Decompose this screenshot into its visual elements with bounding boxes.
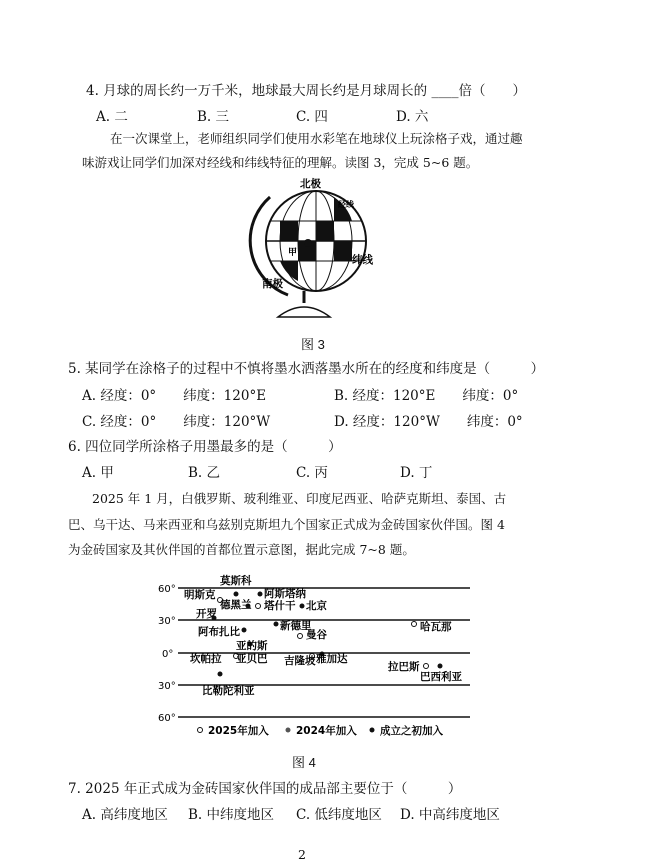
north-pole-label: 北极 — [300, 178, 321, 190]
city-tehran: 德黑兰 — [220, 599, 252, 611]
city-moscow: 莫斯科 — [220, 575, 252, 587]
city-minsk: 明斯克 — [184, 589, 216, 601]
legend-founding-marker — [370, 728, 375, 733]
south-pole-label: 南极 — [262, 278, 283, 290]
q4-option-c[interactable]: C. 四 — [296, 109, 328, 125]
q6-option-b[interactable]: B. 乙 — [188, 465, 221, 481]
meridian-label: 经线 — [338, 200, 354, 209]
lat-30n: 30° — [158, 616, 176, 627]
city-addis: 亚的斯 — [236, 640, 268, 652]
intro1-line2: 味游戏让同学们加深对经线和纬线特征的理解。读图 3，完成 5~6 题。 — [82, 155, 479, 170]
intro1-line1: 在一次课堂上，老师组织同学们使用水彩笔在地球仪上玩涂格子戏，通过趣 — [110, 131, 523, 146]
q7-option-b[interactable]: B. 中纬度地区 — [188, 807, 275, 823]
q7-option-d[interactable]: D. 中高纬度地区 — [400, 807, 500, 823]
city-tashkent: 塔什干 — [264, 600, 296, 612]
lat-30s: 30° — [158, 681, 176, 692]
intro2-line1: 2025 年 1 月，白俄罗斯、玻利维亚、印度尼西亚、哈萨克斯坦、泰国、古 — [92, 491, 507, 506]
ink-splash — [304, 239, 312, 247]
q7-stem: 7. 2025 年正式成为金砖国家伙伴国的成品部主要位于（ ） — [68, 781, 462, 797]
cell-jia-label: 甲 — [288, 248, 298, 258]
q4-stem: 4. 月球的周长约一万千米，地球最大周长约是月球周长的 ____倍（ ） — [86, 83, 526, 99]
city-brasilia: 巴西利亚 — [420, 671, 462, 683]
globe-cell-fill — [316, 221, 334, 241]
q5-option-c[interactable]: C. 经度：0° 纬度：120°W — [82, 414, 271, 430]
city-cairo: 开罗 — [196, 608, 217, 620]
city-beijing: 北京 — [306, 600, 327, 612]
globe-cell-fill — [280, 221, 298, 241]
city-havana: 哈瓦那 — [420, 621, 452, 633]
globe-cell-fill — [334, 241, 352, 261]
q6-option-c[interactable]: C. 丙 — [296, 465, 328, 481]
q7-option-c[interactable]: C. 低纬度地区 — [296, 807, 382, 823]
city-lapaz: 拉巴斯 — [388, 661, 420, 673]
q5-stem: 5. 某同学在涂格子的过程中不慎将墨水洒落墨水所在的经度和纬度是（ ） — [68, 361, 545, 377]
city-jakarta: 雅加达 — [316, 653, 348, 665]
city-kualalumpur: 吉隆坡 — [284, 655, 316, 667]
city-newdelhi: 新德里 — [280, 620, 312, 632]
city-pretoria: 比勒陀利亚 — [202, 685, 255, 697]
q7-option-a[interactable]: A. 高纬度地区 — [82, 807, 168, 823]
lat-60n: 60° — [158, 584, 176, 595]
intro2-line3: 为金砖国家及其伙伴国的首都位置示意图，据此完成 7~8 题。 — [68, 542, 415, 557]
q5-option-d[interactable]: D. 经度：120°W 纬度：0° — [334, 414, 523, 430]
parallel-label: 纬线 — [352, 254, 373, 266]
legend-founding: 成立之初加入 — [380, 725, 443, 737]
legend-2024-marker — [286, 728, 291, 733]
lat-0: 0° — [162, 649, 174, 660]
q6-stem: 6. 四位同学所涂格子用墨最多的是（ ） — [68, 439, 342, 455]
q6-option-d[interactable]: D. 丁 — [400, 465, 433, 481]
q4-option-a[interactable]: A. 二 — [96, 109, 128, 125]
city-abeba: 亚贝巴 — [236, 653, 268, 665]
page-number: 2 — [298, 847, 306, 862]
q4-option-b[interactable]: B. 三 — [197, 109, 230, 125]
city-bangkok: 曼谷 — [306, 629, 327, 641]
legend-2025: 2025年加入 — [208, 725, 269, 737]
legend-2025-marker — [198, 728, 203, 733]
city-abudhabi: 阿布扎比 — [198, 626, 240, 638]
q5-option-a[interactable]: A. 经度：0° 纬度：120°E — [82, 388, 267, 404]
q5-option-b[interactable]: B. 经度：120°E 纬度：0° — [334, 388, 519, 404]
figure3-caption: 图 3 — [301, 337, 325, 352]
q6-option-a[interactable]: A. 甲 — [82, 465, 114, 481]
intro2-line2: 巴、乌干达、马来西亚和乌兹别克斯坦九个国家正式成为金砖国家伙伴国。图 4 — [68, 517, 505, 532]
capitals-map — [150, 568, 480, 738]
city-kampala: 坎帕拉 — [190, 653, 222, 665]
figure4-caption: 图 4 — [292, 755, 316, 770]
q4-option-d[interactable]: D. 六 — [396, 109, 429, 125]
legend-2024: 2024年加入 — [296, 725, 357, 737]
city-astana: 阿斯塔纳 — [264, 588, 306, 600]
globe-figure — [248, 177, 378, 329]
globe-base — [278, 307, 330, 317]
lat-60s: 60° — [158, 713, 176, 724]
